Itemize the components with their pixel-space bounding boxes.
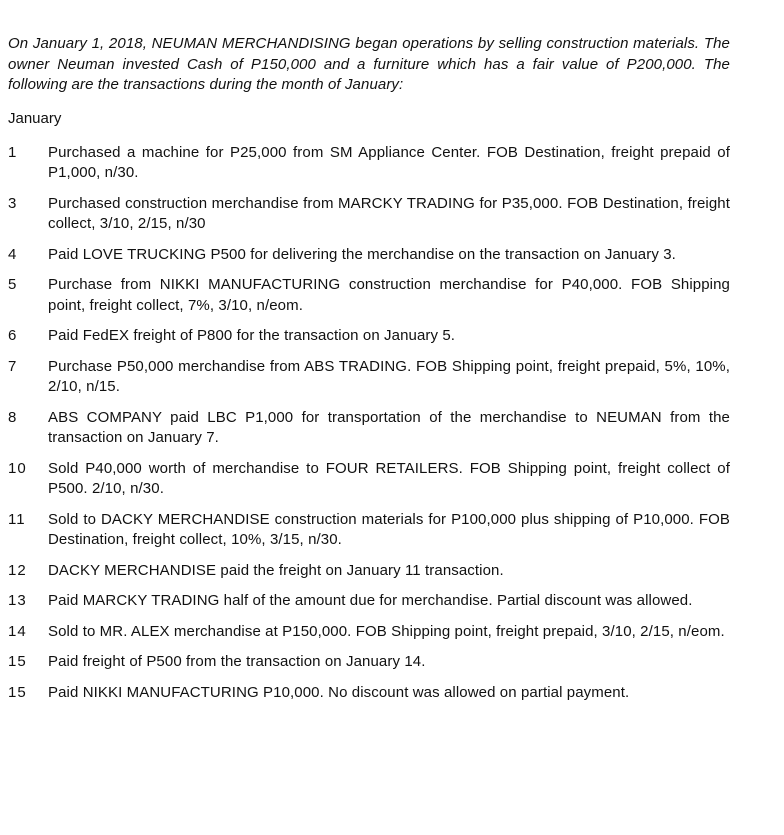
transaction-description: Paid FedEX freight of P800 for the transaction on January 5. [48,327,456,344]
transaction-item [8,245,730,266]
transaction-item [8,275,730,316]
intro-paragraph: On January 1, 2018, NEUMAN MERCHANDISING began operations by selling construction materials. The owner Neuman invested Cash of P150,000 and a furniture which has a fair value of P200,000. The following are the transactions during the month of January: [8,35,730,93]
transaction-description: Paid NIKKI MANUFACTURING P10,000. No discount was allowed on partial payment. [48,683,630,701]
transaction-list [8,143,730,704]
transaction-item [8,194,730,235]
transaction-day: 8 [8,408,18,426]
month-heading: January [8,109,62,127]
transaction-day: 15 [8,683,27,701]
transaction-day: 15 [8,653,27,670]
transaction-item [8,357,730,398]
transaction-description: Sold to MR. ALEX merchandise at P150,000. FOB Shipping point, freight prepaid, 3/10, 2/15, n/eom. [48,622,725,640]
transaction-item [8,561,730,582]
transaction-description: Paid MARCKY TRADING half of the amount due for merchandise. Partial discount was allowed. [48,592,693,609]
transaction-description: Purchased a machine for P25,000 from SM Appliance Center. FOB Destination, freight prepaid of P1,000, n/30. [48,143,730,181]
transaction-day: 7 [8,357,18,375]
transaction-item [8,326,730,347]
transaction-item [8,591,730,612]
transaction-description: Purchase from NIKKI MANUFACTURING construction merchandise for P40,000. FOB Shipping point, freight collect, 7%, 3/10, n/eom. [48,276,730,314]
transaction-description: Sold P40,000 worth of merchandise to FOUR RETAILERS. FOB Shipping point, freight collect of P500. 2/10, n/30. [48,459,730,497]
problem-document [8,34,730,703]
transaction-day: 12 [8,561,27,579]
transaction-description: Paid LOVE TRUCKING P500 for delivering the merchandise on the transaction on January 3. [48,245,676,263]
transaction-description: DACKY MERCHANDISE paid the freight on January 11 transaction. [48,561,504,579]
transaction-description: Purchased construction merchandise from MARCKY TRADING for P35,000. FOB Destination, freight collect, 3/10, 2/15, n/30 [48,194,730,232]
transaction-day: 14 [8,622,27,640]
transaction-item [8,459,730,500]
transaction-day: 6 [8,327,18,344]
transaction-day: 4 [8,245,18,263]
transaction-description: Purchase P50,000 merchandise from ABS TRADING. FOB Shipping point, freight prepaid, 5%, 10%, 2/10, n/15. [48,357,730,395]
transaction-item [8,510,730,551]
transaction-day: 11 [8,510,26,528]
transaction-item [8,622,730,643]
transaction-item [8,683,730,704]
transaction-item [8,652,730,673]
transaction-day: 13 [8,592,27,609]
transaction-description: Sold to DACKY MERCHANDISE construction materials for P100,000 plus shipping of P10,000. FOB Destination, freight collect, 10%, 3/15, n/30. [48,510,730,548]
transaction-description: Paid freight of P500 from the transaction on January 14. [48,653,426,670]
transaction-item [8,408,730,449]
transaction-day: 5 [8,276,18,293]
transaction-day: 1 [8,143,18,161]
transaction-description: ABS COMPANY paid LBC P1,000 for transportation of the merchandise to NEUMAN from the transaction on January 7. [48,408,730,446]
transaction-day: 10 [8,459,27,477]
transaction-item [8,143,730,184]
transaction-day: 3 [8,194,18,212]
